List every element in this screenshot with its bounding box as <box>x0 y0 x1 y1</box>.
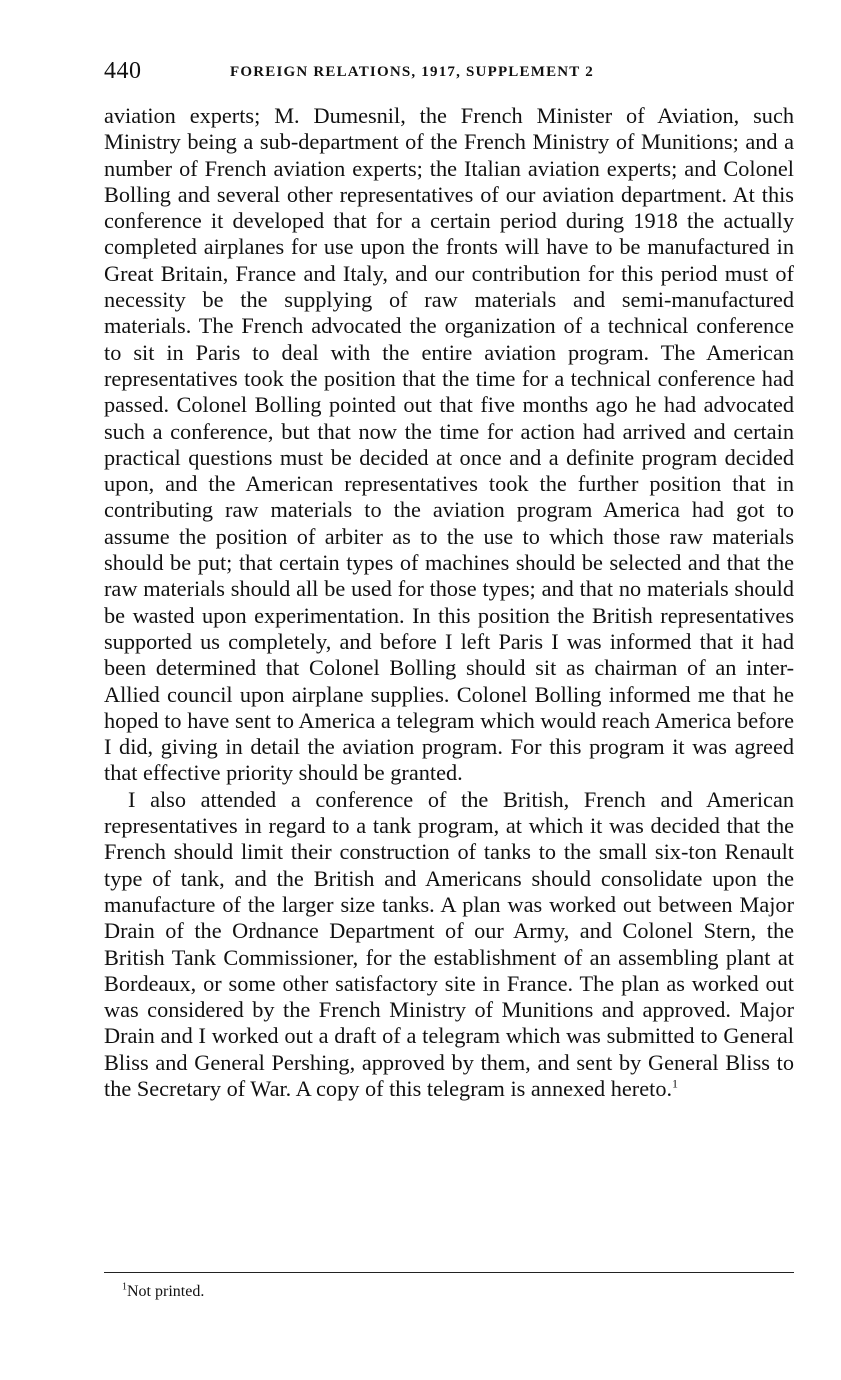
body-text <box>104 103 794 1102</box>
paragraph-text: I also attended a conference of the British, French and American representatives in regard to a tank program, at which it was decided that the French should limit their construction of tanks to the small six-ton Renault type of tank, and the British and Americans should consolidate upon the manufacture of the larger size tanks. A plan was worked out between Major Drain of the Ordnance Department of our Army, and Colonel Stern, the British Tank Commissioner, for the establishment of an assembling plant at Bordeaux, or some other satisfactory site in France. The plan as worked out was considered by the French Ministry of Munitions and approved. Major Drain and I worked out a draft of a telegram which was submitted to General Bliss and General Pershing, approved by them, and sent by General Bliss to the Secretary of War. A copy of this telegram is annexed hereto. <box>104 786 794 1101</box>
footnote-text: Not printed. <box>127 1283 205 1300</box>
paragraph-aviation <box>104 103 794 787</box>
footnote <box>122 1283 204 1301</box>
running-title: FOREIGN RELATIONS, 1917, SUPPLEMENT 2 <box>230 64 594 80</box>
page-number: 440 <box>104 58 142 84</box>
footnote-divider <box>104 1272 794 1273</box>
footnote-reference[interactable]: 1 <box>672 1076 679 1091</box>
paragraph-text: aviation experts; M. Dumesnil, the French Minister of Aviation, such Ministry being a sub-department of the French Ministry of Munitions; and a number of French aviation experts; the Italian aviation experts; and Colonel Bolling and several other representatives of our aviation department. At this conference it developed that for a certain period during 1918 the actually completed airplanes for use upon the fronts will have to be manufactured in Great Britain, France and Italy, and our contribution for this period must of necessity be the supplying of raw materials and semi-manufactured materials. The French advocated the organization of a technical conference to sit in Paris to deal with the entire aviation program. The American representatives took the position that the time for a technical conference had passed. Colonel Bolling pointed out that five months ago he had advocated such a conference, but that now the time for action had arrived and certain practical questions must be decided at once and a definite program decided upon, and the American representatives took the further position that in contributing raw materials to the aviation program America had got to assume the position of arbiter as to the use to which those raw materials should be put; that certain types of machines should be selected and that the raw materials should all be used for those types; and that no materials should be wasted upon experimentation. In this position the British representatives supported us completely, and before I left Paris I was informed that it had been determined that Colonel Bolling should sit as chairman of an inter-Allied council upon airplane supplies. Colonel Bolling informed me that he hoped to have sent to America a telegram which would reach America before I did, giving in detail the aviation program. For this program it was agreed that effective priority should be granted. <box>104 103 794 786</box>
paragraph-tank-program <box>104 787 794 1103</box>
page-header <box>104 58 794 92</box>
footnote-marker: 1 <box>122 1281 127 1293</box>
